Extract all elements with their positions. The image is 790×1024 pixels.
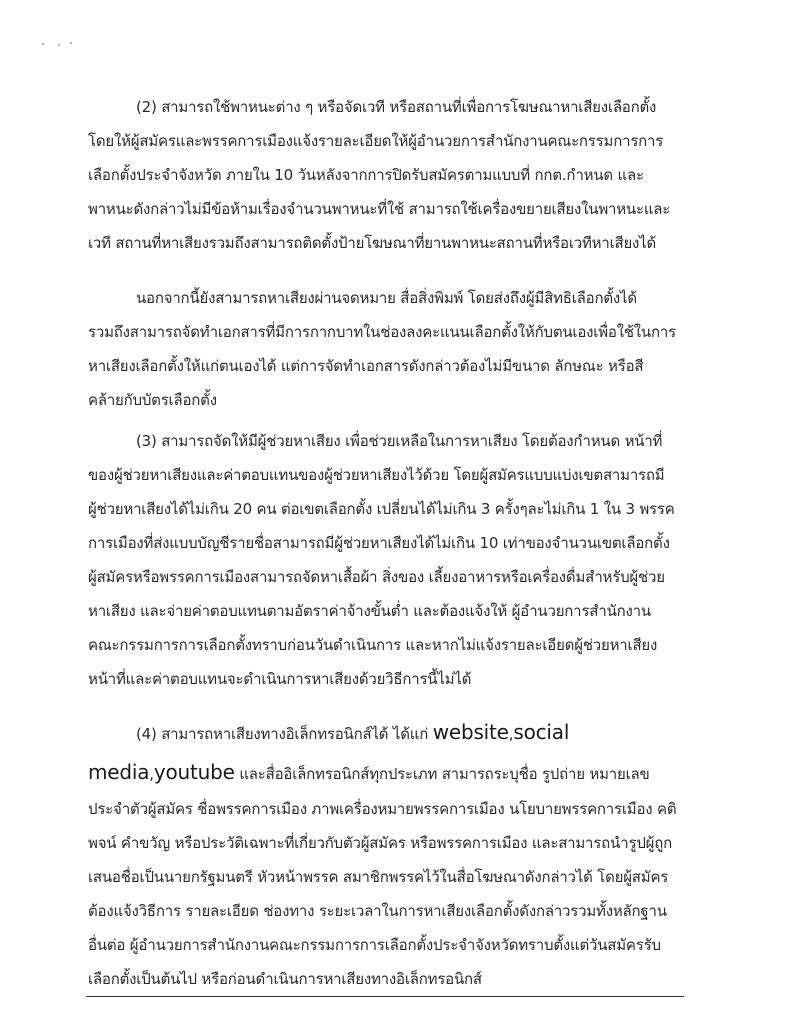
paragraph-line: การเมืองที่ส่งแบบบัญชีรายชื่อสามารถมีผู้ช่วยหาเสียงได้ไม่เกิน 10 เท่าของจำนวนเขตเลือกตั้ง <box>88 534 670 552</box>
paragraph-2 <box>88 90 708 260</box>
paragraph-line: พจน์ คำขวัญ หรือประวัติเฉพาะที่เกี่ยวกับตัวผู้สมัคร หรือพรรคการเมือง และสามารถนำรูปผู้ถูก <box>88 834 673 852</box>
keyword-social: social <box>513 720 570 744</box>
paragraph-line: โดยให้ผู้สมัครและพรรคการเมืองแจ้งรายละเอียดให้ผู้อำนวยการสำนักงานคณะกรรมการการ <box>88 132 664 150</box>
scan-specks <box>40 40 80 50</box>
paragraph-line: (3) สามารถจัดให้มีผู้ช่วยหาเสียง เพื่อช่วยเหลือในการหาเสียง โดยต้องกำหนด หน้าที่ <box>136 432 663 450</box>
paragraph-line: เวที สถานที่หาเสียงรวมถึงสามารถติดตั้งป้ายโฆษณาที่ยานพาหนะสถานที่หรือเวทีหาเสียงได้ <box>88 234 657 252</box>
comma: , <box>508 725 514 743</box>
paragraph-line: พาหนะดังกล่าวไม่มีข้อห้ามเรื่องจำนวนพาหนะที่ใช้ สามารถใช้เครื่องขยายเสียงในพาหนะและ <box>88 200 671 218</box>
paragraph-line: ประจำตัวผู้สมัคร ชื่อพรรคการเมือง ภาพเครื่องหมายพรรคการเมือง นโยบายพรรคการเมือง คติ <box>88 800 677 818</box>
keyword-youtube: youtube <box>153 760 235 784</box>
bottom-divider <box>86 996 684 997</box>
keyword-media: media <box>88 760 150 784</box>
paragraph-line: ของผู้ช่วยหาเสียงและค่าตอบแทนของผู้ช่วยหาเสียงไว้ด้วย โดยผู้สมัครแบบแบ่งเขตสามารถมี <box>88 466 665 484</box>
comma: , <box>149 765 154 783</box>
paragraph-line: (2) สามารถใช้พาหนะต่าง ๆ หรือจัดเวที หรือสถานที่เพื่อการโฆษณาหาเสียงเลือกตั้ง <box>136 98 657 116</box>
paragraph-3 <box>88 424 708 696</box>
paragraph-line: เสนอชื่อเป็นนายกรัฐมนตรี หัวหน้าพรรค สมาชิกพรรคไว้ในสื่อโฆษณาดังกล่าวได้ โดยผู้สมัคร <box>88 868 669 886</box>
paragraph-line: ผู้ช่วยหาเสียงได้ไม่เกิน 20 คน ต่อเขตเลือกตั้ง เปลี่ยนได้ไม่เกิน 3 ครั้งๆละไม่เกิน 1 ใน 3 พรรค <box>88 500 675 518</box>
keyword-website: website <box>432 720 509 744</box>
paragraph-line: เลือกตั้งประจำจังหวัด ภายใน 10 วันหลังจากการปิดรับสมัครตามแบบที่ กกต.กำหนด และ <box>88 166 644 184</box>
paragraph-line <box>88 712 708 752</box>
paragraph-line: เลือกตั้งเป็นต้นไป หรือก่อนดำเนินการหาเสียงทางอิเล็กทรอนิกส์ <box>88 970 482 988</box>
paragraph-2-continuation <box>88 281 708 417</box>
paragraph-line: คล้ายกับบัตรเลือกตั้ง <box>88 391 217 409</box>
paragraph-line: คณะกรรมการการเลือกตั้งทราบก่อนวันดำเนินการ และหากไม่แจ้งรายละเอียดผู้ช่วยหาเสียง <box>88 636 658 654</box>
paragraph-4 <box>88 712 708 996</box>
paragraph-line <box>88 752 708 792</box>
paragraph-line: หาเสียงเลือกตั้งให้แก่ตนเองได้ แต่การจัดทำเอกสารดังกล่าวต้องไม่มีขนาด ลักษณะ หรือสี <box>88 357 644 375</box>
paragraph-line: หาเสียง และจ่ายค่าตอบแทนตามอัตราค่าจ้างขั้นต่ำ และต้องแจ้งให้ ผู้อำนวยการสำนักงาน <box>88 602 651 620</box>
paragraph-line: นอกจากนี้ยังสามารถหาเสียงผ่านจดหมาย สื่อสิ่งพิมพ์ โดยส่งถึงผู้มีสิทธิเลือกตั้งได้ <box>136 289 637 307</box>
paragraph-line: อื่นต่อ ผู้อำนวยการสำนักงานคณะกรรมการการเลือกตั้งประจำจังหวัดทราบตั้งแต่วันสมัครรับ <box>88 936 661 954</box>
paragraph-line: หน้าที่และค่าตอบแทนจะดำเนินการหาเสียงด้วยวิธีการนี้ไม่ได้ <box>88 670 472 688</box>
paragraph-line: ผู้สมัครหรือพรรคการเมืองสามารถจัดหาเสื้อผ้า สิ่งของ เลี้ยงอาหารหรือเครื่องดื่มสำหรับผู้ช่วย <box>88 568 665 586</box>
paragraph-line: รวมถึงสามารถจัดทำเอกสารที่มีการกากบาทในช่องลงคะแนนเลือกตั้งให้กับตนเองเพื่อใช้ในการ <box>88 323 676 341</box>
paragraph-text: (4) สามารถหาเสียงทางอิเล็กทรอนิกส์ได้ ได้แก่ <box>136 725 433 743</box>
paragraph-text: และสื่ออิเล็กทรอนิกส์ทุกประเภท สามารถระบุชื่อ รูปถ่าย หมายเลข <box>234 765 650 783</box>
paragraph-line: ต้องแจ้งวิธีการ รายละเอียด ช่องทาง ระยะเวลาในการหาเสียงเลือกตั้งดังกล่าวรวมทั้งหลักฐาน <box>88 902 667 920</box>
